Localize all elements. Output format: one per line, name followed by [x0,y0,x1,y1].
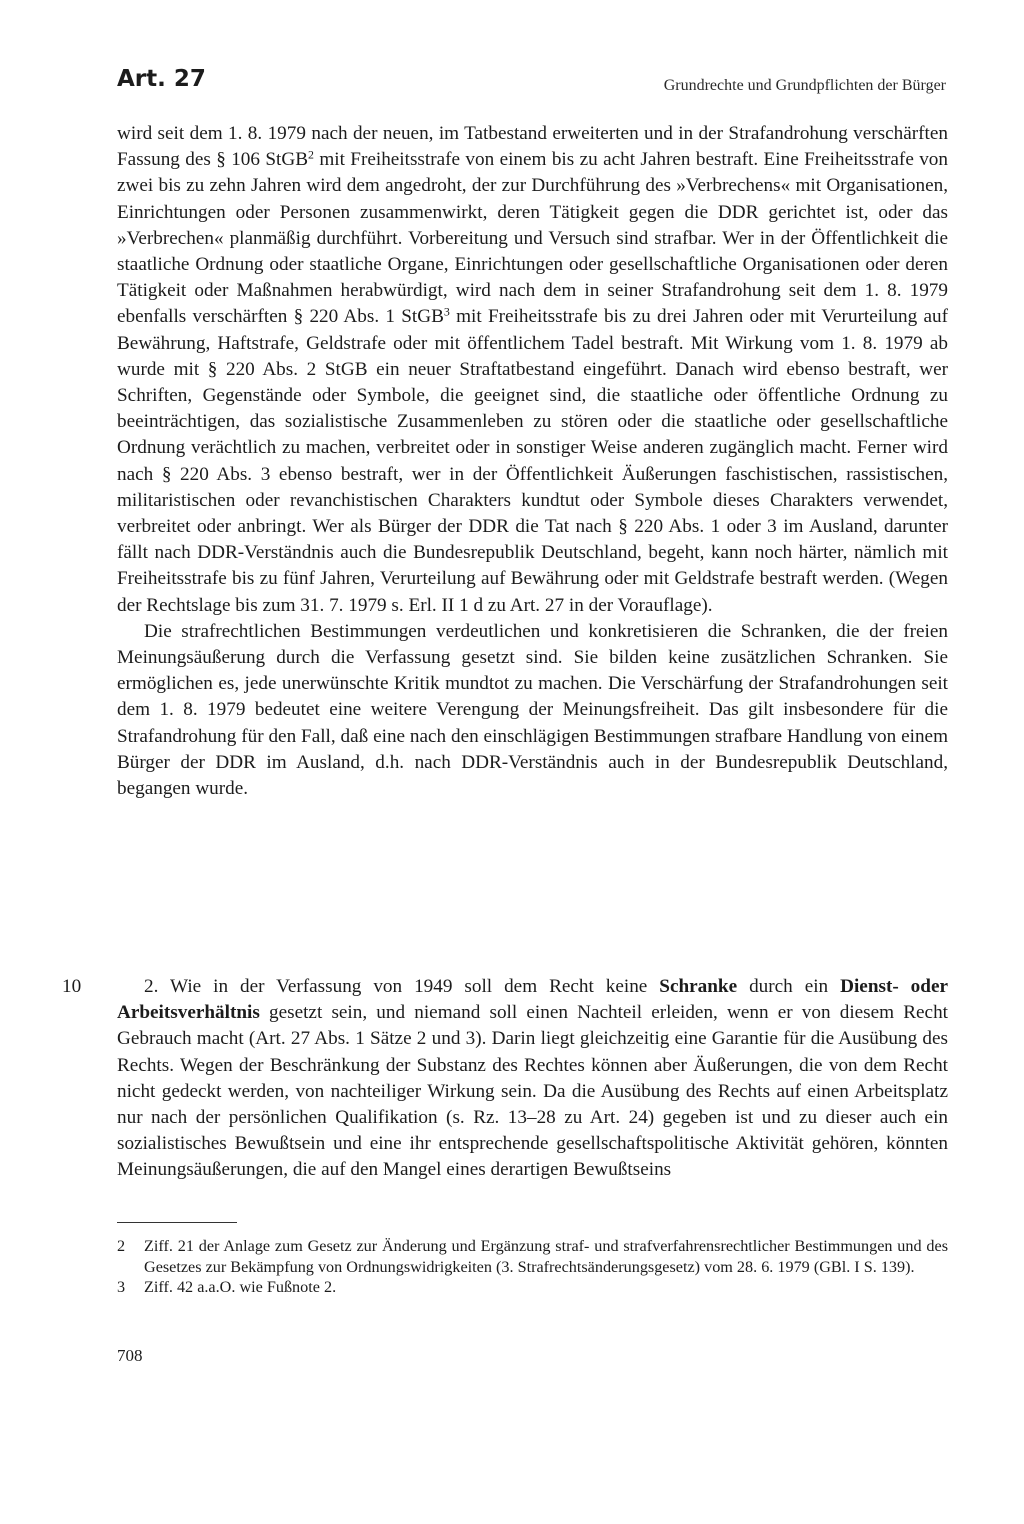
footnote [117,1277,948,1298]
footnotes [117,1236,948,1298]
footnote-number: 2 [117,1237,126,1255]
text-block-lower [117,974,948,1184]
bold-term: Schranke [659,976,738,997]
paragraph-text: gesetzt sein, und niemand soll einen Nachteil erleiden, wenn er von diesem Recht Gebrauch macht (Art. 27 Abs. 1 Sätze 2 und 3). Darin liegt gleichzeitig eine Garantie für die Ausübung des Rechts. Wegen der Beschränkung der Substanz des Rechtes können aber Äußerungen, die von dem Recht nicht gedeckt werden, von nachteiliger Wirkung sein. Da die Ausübung des Rechts auf einen Arbeitsplatz nur nach der persönlichen Qualifikation (s. Rz. 13–28 zu Art. 24) gegeben ist und zu dieser auch ein sozialistisches Bewußtsein und eine ihr entsprechende gesellschaftspolitische Aktivität gehören, könnten Meinungsäußerungen, die auf den Mangel eines derartigen Bewußtseins [117,1002,948,1181]
margin-number: 10 [62,976,82,997]
paragraph-restrictions: Die strafrechtlichen Bestimmungen verdeutlichen und konkretisieren die Schranken, die der freien Meinungsäußerung durch die Verfassung gesetzt sind. Sie bilden keine zusätzlichen Schranken. Sie ermöglichen es, jede unerwünschte Kritik mundtot zu machen. Die Verschärfung der Strafandrohungen seit dem 1. 8. 1979 bedeutet eine weitere Verengung der Meinungsfreiheit. Das gilt insbesondere für die Strafandrohung für den Fall, daß eine nach den einschlägigen Bestimmungen strafbare Handlung von einem Bürger der DDR im Ausland, d.h. nach DDR-Verständnis auch in der Bundesrepublik Deutschland, begangen wurde. [117,620,948,800]
footnote-text: Ziff. 42 a.a.O. wie Fußnote 2. [144,1278,337,1296]
bold-term: Dienst- oder Arbeitsverhältnis [117,976,948,1024]
footnote-number: 3 [117,1278,126,1296]
paragraph-text: wird seit dem 1. 8. 1979 nach der neuen, im Tatbestand erweiterten und in der Strafandrohung verschärften Fassung des § 106 StGB [117,123,948,171]
paragraph-criminal-law [117,121,948,619]
running-title: Grundrechte und Grundpflichten der Bürger [663,77,946,94]
footnote-ref[interactable]: 3 [443,304,450,319]
footnote-ref[interactable]: 2 [308,147,314,162]
paragraph-text: mit Freiheitsstrafe bis zu drei Jahren oder mit Verurteilung auf Bewährung, Haftstrafe, Geldstrafe oder mit öffentlichem Tadel bestraft. Mit Wirkung vom 1. 8. 1979 ab wurde mit § 220 Abs. 2 StGB ein neuer Straftatbestand eingeführt. Danach wird ebenso bestraft, wer Schriften, Gegenstände oder Symbole, die geeignet sind, die staatliche oder öffentliche Ordnung zu beeinträchtigen, das sozialistische Zusammenleben zu stören oder die staatliche oder gesellschaftliche Ordnung verächtlich zu machen, verbreitet oder in sonstiger Weise anderen zugänglich macht. Ferner wird nach § 220 Abs. 3 ebenso bestraft, wer in der Öffentlichkeit Äußerungen faschistischen, rassistischen, militaristischen oder revanchistischen Charakters kundtut oder Symbole dieses Charakters verwendet, verbreitet oder anbringt. Wer als Bürger der DDR die Tat nach § 220 Abs. 1 oder 3 im Ausland, darunter fällt nach DDR-Verständnis auch die Bundesrepublik Deutschland, begeht, kann noch härter, nämlich mit Freiheitsstrafe bis zu fünf Jahren, Verurteilung auf Bewährung oder mit Geldstrafe bestraft werden. (Wegen der Rechtslage bis zum 31. 7. 1979 s. Erl. II 1 d zu Art. 27 in der Vorauflage). [117,306,948,616]
article-label: Art. 27 [117,66,206,92]
footnote [117,1236,948,1277]
footnote-separator [117,1222,237,1223]
page-number: 708 [117,1346,143,1365]
text-block-upper [117,121,948,802]
paragraph-text: durch ein [737,976,841,997]
paragraph-text: 2. Wie in der Verfassung von 1949 soll dem Recht keine [144,976,660,997]
paragraph-employment [117,974,948,1184]
paragraph-text: mit Freiheitsstrafe von einem bis zu acht Jahren bestraft. Eine Freiheitsstrafe von zwei bis zu zehn Jahren wird dem angedroht, der zur Durchführung des »Verbrechens« mit Organisationen, Einrichtungen oder Personen zusammenwirkt, deren Tätigkeit gegen die DDR gerichtet ist, oder das »Verbrechen« planmäßig durchführt. Vorbereitung und Versuch sind strafbar. Wer in der Öffentlichkeit die staatliche Ordnung oder staatliche Organe, Einrichtungen oder gesellschaftliche Organisationen oder deren Tätigkeit oder Maßnahmen herabwürdigt, wird nach dem in seiner Strafandrohung seit dem 1. 8. 1979 ebenfalls verschärften § 220 Abs. 1 StGB [117,149,948,328]
footnote-text: Ziff. 21 der Anlage zum Gesetz zur Änderung und Ergänzung straf- und strafverfahrensrechtlicher Bestimmungen und des Gesetzes zur Bekämpfung von Ordnungswidrigkeiten (3. Strafrechtsänderungsgesetz) vom 28. 6. 1979 (GBl. I S. 139). [144,1237,948,1276]
